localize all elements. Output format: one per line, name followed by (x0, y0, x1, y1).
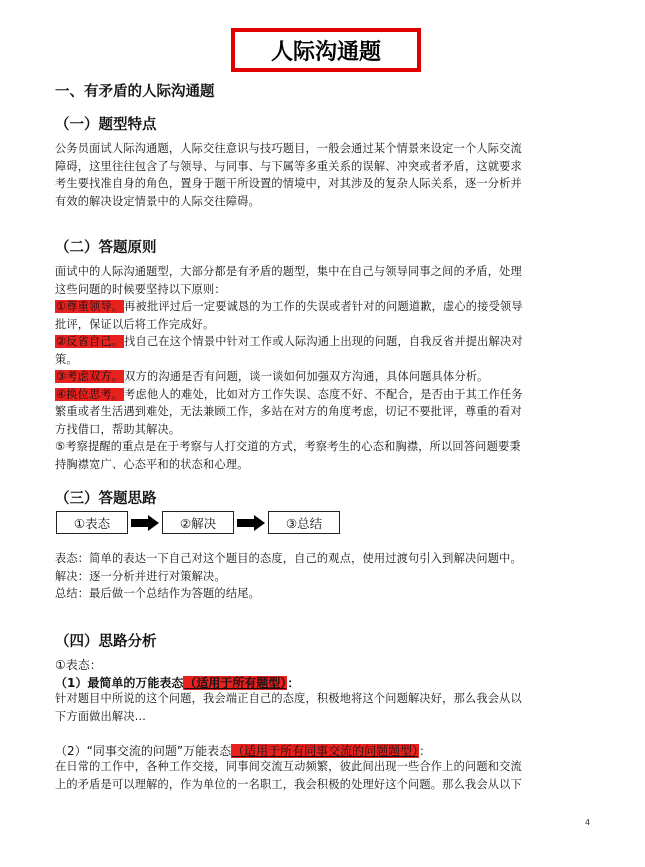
item-heading-text: （2）“同事交流的问题”万能表态 (55, 744, 232, 758)
principle-tag: ①尊重领导。 (56, 300, 124, 313)
principle-tag: ④换位思考。 (56, 387, 124, 401)
subsection-heading-principles: （二）答题原则 (55, 240, 157, 256)
answer-flow-diagram (56, 510, 340, 535)
arrow-right-icon (131, 515, 159, 531)
subsection-heading-approach: （三）答题思路 (55, 491, 157, 507)
text-line: 方找借口，帮助其解决。 (55, 422, 181, 436)
flow-step-solve: ②解决 (162, 511, 234, 534)
text-line: 表态：简单的表达一下自己对这个题目的态度，自己的观点，使用过渡句引入到解决问题中。 (55, 552, 522, 565)
section-heading: 一、有矛盾的人际沟通题 (55, 84, 215, 100)
page-title: 人际沟通题 (231, 28, 421, 72)
principle-text: 再被批评过后一定要诚恳的为工作的失误或者针对的问题道歉，虚心的接受领导 (124, 300, 523, 313)
item2-paragraph (55, 758, 595, 793)
item-heading (55, 742, 431, 759)
text-line: 有效的解决设定情景中的人际交往障碍。 (55, 194, 260, 208)
text-line: 针对题目中所说的这个问题，我会端正自己的态度，积极地将这个问题解决好，那么我会从以 (55, 692, 522, 705)
item-heading-colon: ： (287, 676, 300, 690)
page-number: 4 (585, 818, 591, 827)
principles-paragraph (55, 263, 595, 473)
flow-step-statement: ①表态 (56, 511, 128, 534)
step-label: ①表态： (55, 658, 102, 672)
features-paragraph (55, 140, 595, 210)
principle-item (55, 386, 595, 404)
item-heading-colon: ： (419, 744, 432, 758)
subsection-heading-features: （一）题型特点 (55, 117, 157, 133)
text-line: 解决：逐一分析并进行对策解决。 (55, 569, 226, 583)
principle-item (55, 298, 595, 316)
item-heading (55, 674, 299, 691)
text-line: 障碍，这里往往包含了与领导、与同事、与下属等多重关系的误解、冲突或者矛盾，这就要求 (55, 159, 522, 173)
text-line: 考生要找准自身的角色，置身于题干所设置的情境中，对其涉及的复杂人际关系，逐一分析并 (55, 177, 522, 190)
principle-tag: ③考虑双方。 (56, 370, 124, 383)
text-line: ⑤考察提醒的重点是在于考察与人打交道的方式，考察考生的心态和胸襟，所以回答问题要秉 (55, 440, 521, 453)
text-line: 策。 (55, 352, 78, 366)
principle-tag: ②反省自己。 (56, 335, 124, 348)
subsection-heading-analysis: （四）思路分析 (55, 634, 157, 650)
applicability-note: （适用于所有题型） (184, 676, 287, 690)
principle-text: 双方的沟通是否有问题，谈一谈如何加强双方沟通，具体问题具体分析。 (124, 370, 489, 383)
text-line: 面试中的人际沟通题型，大部分都是有矛盾的题型，集中在自己与领导同事之间的矛盾，处理 (55, 265, 522, 278)
text-line: 这些问题的时候要坚持以下原则： (55, 282, 226, 296)
principle-text: 找自己在这个情景中针对工作或人际沟通上出现的问题，自我反省并提出解决对 (124, 335, 523, 348)
text-line: 公务员面试人际沟通题，人际交往意识与技巧题目，一般会通过某个情景来设定一个人际交流 (55, 142, 522, 155)
text-line: 在日常的工作中，各种工作交接，同事间交流互动频繁，彼此间出现一些合作上的问题和交流 (55, 760, 522, 773)
applicability-note: （适用于所有同事交流的问题题型） (232, 744, 419, 758)
text-line: 总结：最后做一个总结作为答题的结尾。 (55, 587, 260, 600)
flow-step-summary: ③总结 (268, 511, 340, 534)
item1-paragraph (55, 690, 595, 725)
principle-item (55, 368, 595, 386)
text-line: 下方面做出解决... (55, 709, 146, 723)
approach-paragraph (55, 550, 595, 603)
text-line: 批评，保证以后将工作完成好。 (55, 317, 215, 331)
principle-item (55, 333, 595, 351)
text-line: 上的矛盾是可以理解的，作为单位的一名职工，我会积极的处理好这个问题。那么我会从以下 (55, 777, 522, 791)
text-line: 持胸襟宽广、心态平和的状态和心理。 (55, 457, 249, 471)
arrow-right-icon (237, 515, 265, 531)
principle-text: 考虑他人的难处，比如对方工作失误、态度不好、不配合，是否由于其工作任务 (124, 387, 523, 401)
text-line: 繁重或者生活遇到难处，无法兼顾工作，多站在对方的角度考虑，切记不要批评，尊重的看对 (55, 405, 522, 418)
item-heading-text: （1）最简单的万能表态 (55, 676, 184, 690)
